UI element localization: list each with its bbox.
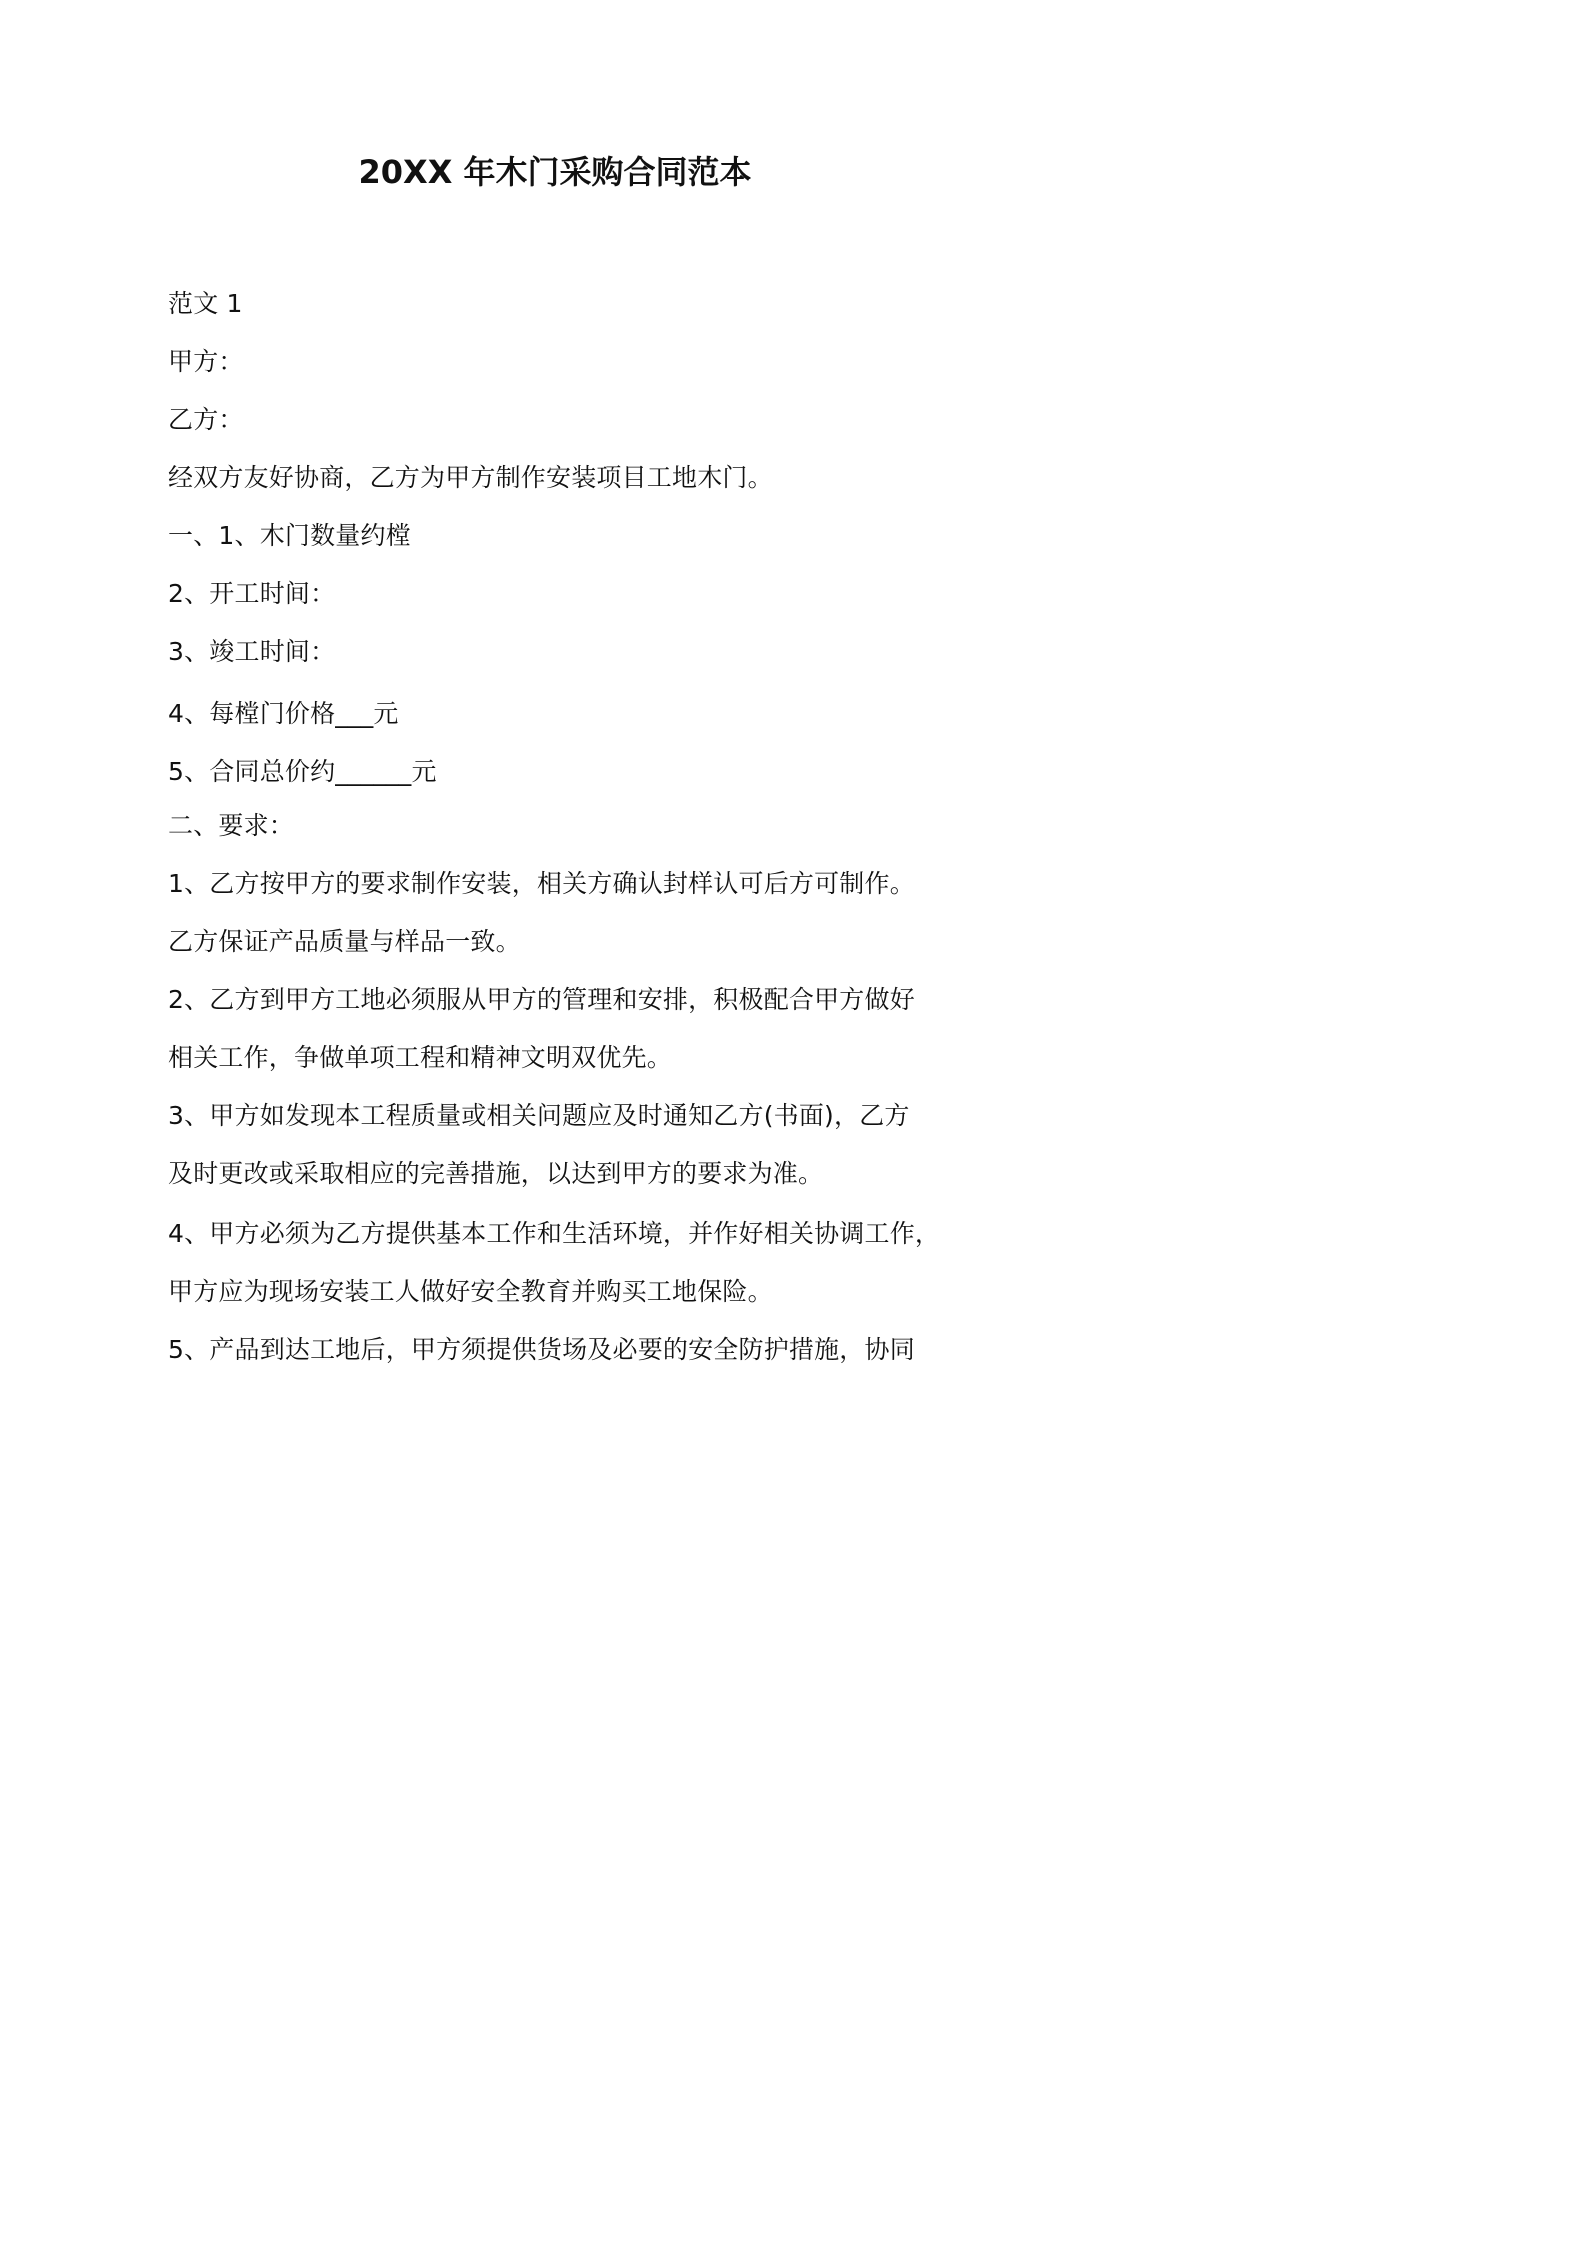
requirement-5-line-1: 5、产品到达工地后，甲方须提供货场及必要的安全防护措施，协同	[168, 1335, 915, 1364]
section-one-item-1: 一、1、木门数量约樘	[168, 521, 411, 550]
section-one-item-5: 5、合同总价约______元	[168, 757, 437, 786]
requirement-2-line-2: 相关工作，争做单项工程和精神文明双优先。	[168, 1043, 673, 1072]
requirement-2-line-1: 2、乙方到甲方工地必须服从甲方的管理和安排，积极配合甲方做好	[168, 985, 915, 1014]
document-page	[0, 0, 1100, 1556]
requirement-1-line-1: 1、乙方按甲方的要求制作安装，相关方确认封样认可后方可制作。	[168, 869, 915, 898]
party-a-line: 甲方：	[168, 347, 244, 376]
intro-paragraph: 经双方友好协商，乙方为甲方制作安装项目工地木门。	[168, 463, 773, 492]
requirement-4-line-1: 4、甲方必须为乙方提供基本工作和生活环境，并作好相关协调工作，	[168, 1219, 941, 1248]
section-two-heading: 二、要求：	[168, 811, 295, 840]
requirement-3-line-2: 及时更改或采取相应的完善措施，以达到甲方的要求为准。	[168, 1159, 824, 1188]
party-b-line: 乙方：	[168, 405, 244, 434]
section-one-item-3: 3、竣工时间：	[168, 637, 336, 666]
requirement-1-line-2: 乙方保证产品质量与样品一致。	[168, 927, 521, 956]
document-title: 20XX 年木门采购合同范本	[358, 153, 752, 191]
sample-label: 范文 1	[168, 289, 243, 318]
requirement-4-line-2: 甲方应为现场安装工人做好安全教育并购买工地保险。	[168, 1277, 773, 1306]
requirement-3-line-1: 3、甲方如发现本工程质量或相关问题应及时通知乙方(书面)，乙方	[168, 1101, 910, 1130]
section-one-item-4: 4、每樘门价格___元	[168, 699, 399, 728]
section-one-item-2: 2、开工时间：	[168, 579, 336, 608]
